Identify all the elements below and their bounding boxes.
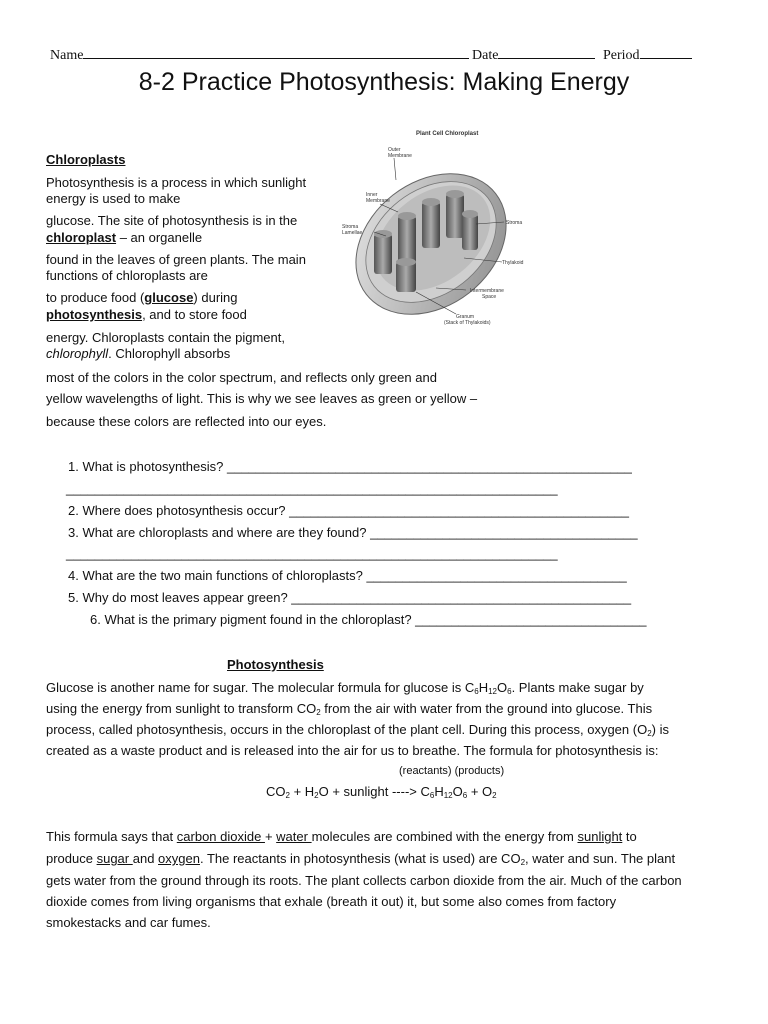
formula-sub-c6: 6 xyxy=(429,791,435,800)
term-chloroplast: chloroplast xyxy=(46,230,117,245)
chloro-line-13: because these colors are reflected into our eyes. xyxy=(46,414,327,429)
photo-p1-line-3 xyxy=(46,722,669,737)
period-line[interactable] xyxy=(640,44,692,59)
term-oxygen: oxygen xyxy=(158,851,200,866)
term-water: water xyxy=(276,829,312,844)
photo-p2-line-1-a: This formula says that xyxy=(46,829,177,844)
label-intermembrane-space-2: Space xyxy=(482,294,497,300)
question-3-text: 3. What are chloroplasts and where are they found? xyxy=(68,525,371,540)
question-1-text: 1. What is photosynthesis? xyxy=(68,459,227,474)
answer-blank-4[interactable]: ____________________________________ xyxy=(366,568,627,583)
sub-co2: 2 xyxy=(316,708,321,717)
question-5[interactable] xyxy=(68,590,631,605)
term-carbon-dioxide: carbon dioxide xyxy=(176,829,265,844)
formula-sub-o2: 2 xyxy=(492,791,497,800)
sub-h12: 12 xyxy=(488,687,497,696)
formula-end: + O xyxy=(467,784,493,799)
name-label: Name xyxy=(50,48,84,63)
sub-o2: 2 xyxy=(647,729,652,738)
formula-sub-h12: 12 xyxy=(443,791,453,800)
term-sunlight: sunlight xyxy=(577,829,623,844)
name-field xyxy=(50,44,469,64)
name-line[interactable] xyxy=(83,44,469,59)
chloro-line-10 xyxy=(46,346,230,361)
photo-p1-line-1-b: . Plants make sugar by xyxy=(511,680,644,695)
question-2-text: 2. Where does photosynthesis occur? xyxy=(68,503,290,518)
chloro-line-9: energy. Chloroplasts contain the pigment, xyxy=(46,330,285,345)
formula-sub-h2: 2 xyxy=(314,791,319,800)
chloro-line-5: found in the leaves of green plants. The main xyxy=(46,252,306,267)
chloro-line-2: energy is used to make xyxy=(46,191,181,206)
question-1[interactable] xyxy=(68,459,632,474)
chloro-line-7-a: to produce food ( xyxy=(46,290,145,305)
chloro-line-6: functions of chloroplasts are xyxy=(46,268,208,283)
question-1-continued[interactable] xyxy=(66,481,558,496)
formula-h: H xyxy=(434,784,444,799)
photo-p2-and: and xyxy=(132,851,159,866)
question-6-text: 6. What is the primary pigment found in the chloroplast? xyxy=(90,612,416,627)
chloroplasts-heading: Chloroplasts xyxy=(46,152,126,167)
photo-p2-line-1 xyxy=(46,829,637,844)
term-glucose: glucose xyxy=(144,290,194,305)
photo-p2-line-1-c: to xyxy=(622,829,637,844)
photo-p2-line-3: gets water from the ground through its roots. The plant collects carbon dioxide from the air. Much of the carbon xyxy=(46,873,682,888)
glucose-h: H xyxy=(478,680,489,695)
photo-p1-line-1-a: Glucose is another name for sugar. The molecular formula for glucose is C xyxy=(46,680,475,695)
period-field xyxy=(603,44,692,64)
reactants-products-label: (reactants) (products) xyxy=(399,765,505,777)
photosynthesis-heading: Photosynthesis xyxy=(227,657,324,672)
question-5-text: 5. Why do most leaves appear green? xyxy=(68,590,292,605)
photo-p1-line-1 xyxy=(46,680,644,695)
sub-o6: 6 xyxy=(507,687,512,696)
answer-blank-3b[interactable]: ____________________________________________________________________ xyxy=(66,546,558,561)
sub-c6: 6 xyxy=(474,687,479,696)
question-6[interactable] xyxy=(90,612,647,627)
page-title: 8-2 Practice Photosynthesis: Making Energy xyxy=(138,68,630,96)
label-thylakoid: Thylakoid xyxy=(502,260,524,266)
photo-p2-line-2 xyxy=(46,851,675,866)
date-label: Date xyxy=(472,48,499,63)
chloro-line-12: yellow wavelengths of light. This is why we see leaves as green or yellow – xyxy=(46,391,478,406)
label-stroma: Stroma xyxy=(506,220,523,226)
photo-p2-line-2-b: . The reactants in photosynthesis (what is used) are CO xyxy=(199,851,521,866)
photo-p2-line-2-c: , water and sun. The plant xyxy=(525,851,676,866)
answer-blank-1[interactable]: ________________________________________________________ xyxy=(226,459,632,474)
formula-sub-o6: 6 xyxy=(462,791,468,800)
formula-plus-h: + H xyxy=(289,784,315,799)
answer-blank-6[interactable]: ________________________________ xyxy=(415,612,647,627)
label-intermembrane-space: Intermembrane xyxy=(470,288,504,294)
formula-o: O xyxy=(452,784,463,799)
date-field xyxy=(472,44,595,64)
photo-p2-line-2-a: produce xyxy=(46,851,97,866)
question-2[interactable] xyxy=(68,503,629,518)
label-stroma-lamellae-2: Lamellae xyxy=(342,230,363,236)
chloro-line-11: most of the colors in the color spectrum, and reflects only green and xyxy=(46,370,437,385)
answer-blank-2[interactable]: _______________________________________________ xyxy=(289,503,629,518)
answer-blank-1b[interactable]: ____________________________________________________________________ xyxy=(66,481,558,496)
label-outer-membrane-2: Membrane xyxy=(388,153,412,159)
photo-p2-line-1-b: molecules are combined with the energy from xyxy=(311,829,578,844)
term-sugar: sugar xyxy=(96,851,133,866)
chloro-line-3: glucose. The site of photosynthesis is in the xyxy=(46,213,298,228)
photo-p2-line-5: smokestacks and car fumes. xyxy=(46,915,211,930)
photo-p2-sub-co2: 2 xyxy=(520,858,526,867)
photo-p2-plus: + xyxy=(264,829,277,844)
label-granum: Granum xyxy=(456,314,475,320)
chloro-line-8 xyxy=(46,307,247,322)
formula-co: CO xyxy=(266,784,286,799)
diagram-title: Plant Cell Chloroplast xyxy=(416,131,479,137)
question-3[interactable] xyxy=(68,525,638,540)
label-outer-membrane: Outer xyxy=(388,147,401,153)
chloroplast-diagram xyxy=(336,124,536,344)
question-4-text: 4. What are the two main functions of chloroplasts? xyxy=(68,568,367,583)
label-stroma-lamellae: Stroma xyxy=(342,224,359,230)
photo-p1-line-2-a: using the energy from sunlight to transform CO xyxy=(46,701,317,716)
photo-p1-line-3-a: process, called photosynthesis, occurs in the chloroplast of the plant cell. During this process, oxygen (O xyxy=(46,722,648,737)
photo-p2-line-4: dioxide comes from living organisms that exhale (breath it out) it, but some also comes from factory xyxy=(46,894,617,909)
answer-blank-3[interactable]: _____________________________________ xyxy=(370,525,638,540)
formula-rest: O + sunlight ----> C xyxy=(318,784,430,799)
photo-p1-line-2-b: from the air with water from the ground into glucose. This xyxy=(320,701,653,716)
label-granum-2: (Stack of Thylakoids) xyxy=(444,320,491,326)
formula-sub-co2: 2 xyxy=(285,791,290,800)
photo-p1-line-3-b: ) is xyxy=(651,722,669,737)
answer-blank-5[interactable]: _______________________________________________ xyxy=(291,590,632,605)
photosynthesis-formula xyxy=(266,784,497,799)
term-chlorophyll: chlorophyll xyxy=(46,346,109,361)
label-inner-membrane: Inner xyxy=(366,192,378,198)
photo-p1-line-4: created as a waste product and is released into the air for us to breathe. The formula for photosynthesis is: xyxy=(46,743,659,758)
date-line[interactable] xyxy=(498,44,595,59)
chloro-line-7 xyxy=(46,290,238,305)
chloro-line-7-c: ) during xyxy=(193,290,238,305)
chloro-line-8-rest: , and to store food xyxy=(142,307,247,322)
chloro-line-10-rest: . Chlorophyll absorbs xyxy=(108,346,231,361)
period-label: Period xyxy=(603,48,640,63)
glucose-o: O xyxy=(497,680,508,695)
label-inner-membrane-2: Membrane xyxy=(366,198,390,204)
term-photosynthesis: photosynthesis xyxy=(46,307,143,322)
chloro-line-4-rest: – an organelle xyxy=(116,230,203,245)
photo-p1-line-2 xyxy=(46,701,652,716)
chloro-line-1: Photosynthesis is a process in which sunlight xyxy=(46,175,307,190)
question-4[interactable] xyxy=(68,568,627,583)
chloro-line-4 xyxy=(46,230,202,245)
question-3-continued[interactable] xyxy=(66,546,558,561)
